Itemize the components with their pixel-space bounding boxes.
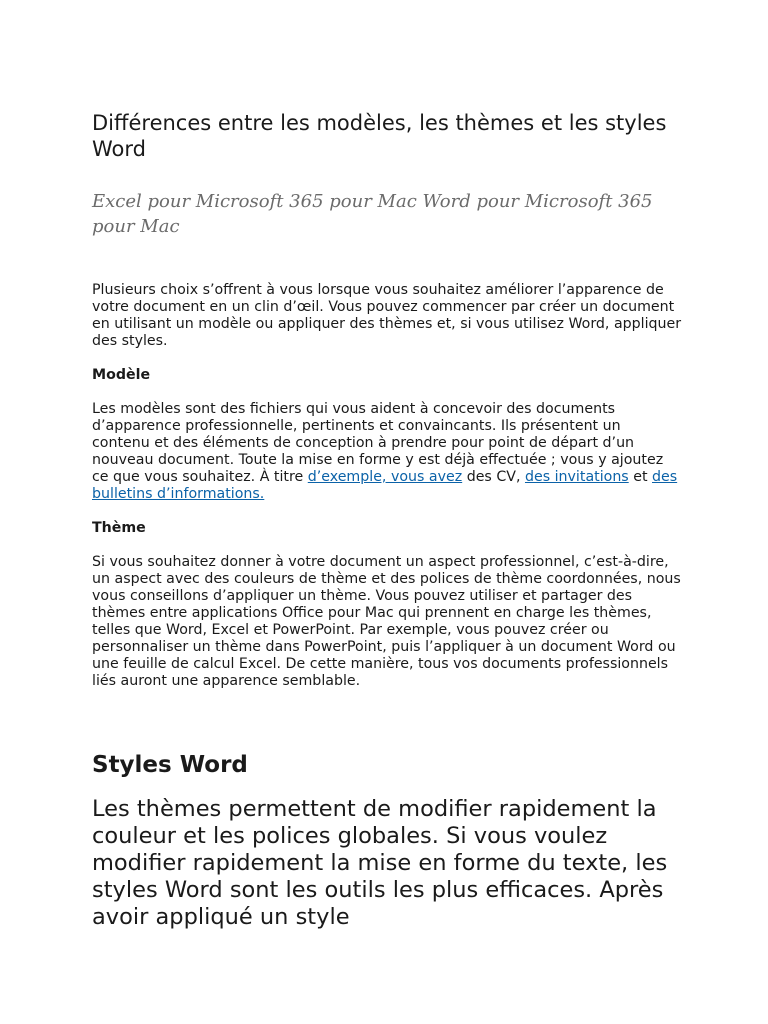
example-link[interactable]: d’exemple, vous avez bbox=[307, 469, 463, 485]
section-heading-styles: Styles Word bbox=[92, 752, 248, 778]
section-heading-theme: Thème bbox=[92, 520, 146, 536]
model-paragraph bbox=[92, 401, 682, 503]
newsletters-link[interactable]: des bulletins d’informations. bbox=[92, 469, 678, 502]
theme-paragraph: Si vous souhaitez donner à votre document un aspect professionnel, c’est-à-dire, un aspect avec des couleurs de thème et des polices de thème coordonnées, nous vous conseillons d’appliquer un thème. Vous pouvez utiliser et partager des thèmes entre applications Office pour Mac qui prennent en charge les thèmes, telles que Word, Excel et PowerPoint. Par exemple, vous pouvez créer ou personnaliser un thème dans PowerPoint, puis l’appliquer à un document Word ou une feuille de calcul Excel. De cette manière, tous vos documents professionnels liés auront une apparence semblable. bbox=[92, 554, 681, 689]
applies-to-subtitle: Excel pour Microsoft 365 pour Mac Word pour Microsoft 365 pour Mac bbox=[92, 191, 653, 237]
model-text-part-3: et bbox=[628, 469, 653, 485]
styles-paragraph: Les thèmes permettent de modifier rapidement la couleur et les polices globales. Si vous voulez modifier rapidement la mise en forme du texte, les styles Word sont les outils les plus efficaces. Après avoir appliqué un style bbox=[92, 796, 668, 930]
model-text-part-2: des CV, bbox=[462, 469, 525, 485]
invitations-link[interactable]: des invitations bbox=[524, 469, 629, 485]
document-page bbox=[92, 110, 682, 931]
page-title: Différences entre les modèles, les thèmes et les styles Word bbox=[92, 111, 667, 161]
section-heading-model: Modèle bbox=[92, 367, 151, 383]
model-text-part-1: Les modèles sont des fichiers qui vous aident à concevoir des documents d’apparence professionnelle, pertinents et convaincants. Ils présentent un contenu et des éléments de conception à prendre pour point de départ d’un nouveau document. Toute la mise en forme y est déjà effectuée ; vous y ajoutez ce que vous souhaitez. À titre bbox=[92, 401, 664, 485]
intro-paragraph: Plusieurs choix s’offrent à vous lorsque vous souhaitez améliorer l’apparence de votre document en un clin d’œil. Vous pouvez commencer par créer un document en utilisant un modèle ou appliquer des thèmes et, si vous utilisez Word, appliquer des styles. bbox=[92, 282, 682, 349]
